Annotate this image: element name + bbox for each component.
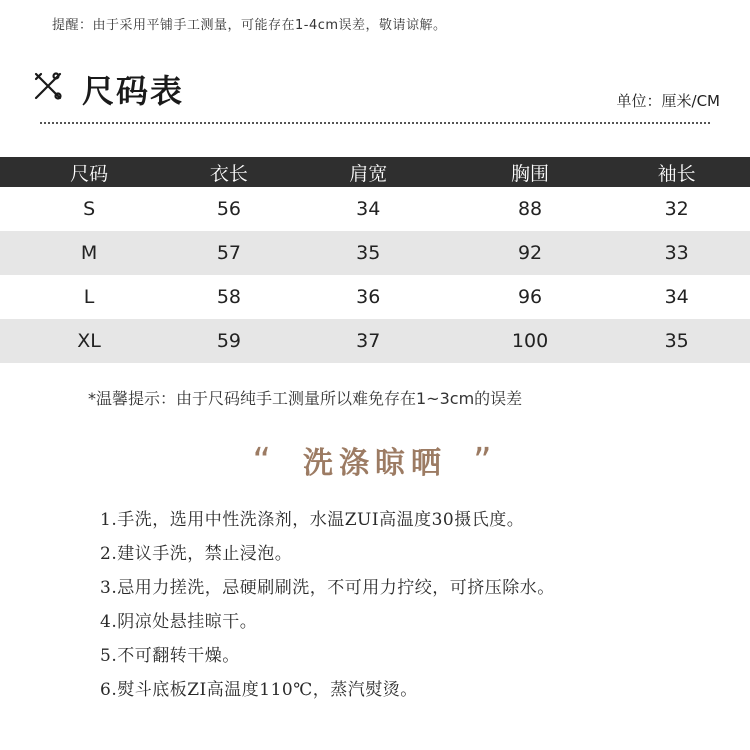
care-heading bbox=[0, 438, 750, 482]
table-cell: 37 bbox=[356, 330, 381, 352]
table-cell: 56 bbox=[216, 198, 242, 220]
table-row bbox=[0, 187, 750, 231]
table-cell: 35 bbox=[664, 330, 689, 352]
measurement-notice: 提醒：由于采用平铺手工测量，可能存在1-4cm误差，敬请谅解。 bbox=[52, 18, 447, 33]
table-cell: 88 bbox=[517, 198, 543, 220]
table-row bbox=[0, 275, 750, 319]
close-quote: ” bbox=[473, 441, 498, 482]
size-table bbox=[0, 157, 750, 363]
header-size: 尺码 bbox=[70, 162, 109, 185]
table-row bbox=[0, 319, 750, 363]
table-cell: M bbox=[80, 242, 98, 264]
measurement-tip: *温馨提示：由于尺码纯手工测量所以难免存在1~3cm的误差 bbox=[88, 389, 523, 408]
header-sleeve: 袖长 bbox=[657, 162, 696, 185]
table-cell: 33 bbox=[664, 242, 689, 264]
table-cell: 36 bbox=[356, 286, 381, 308]
care-heading-text: 洗涤晾晒 bbox=[303, 446, 447, 481]
list-item: 6.熨斗底板ZI高温度110℃，蒸汽熨烫。 bbox=[100, 680, 418, 700]
dotted-divider bbox=[40, 122, 710, 124]
table-cell: 96 bbox=[517, 286, 543, 308]
header-length: 衣长 bbox=[209, 162, 248, 185]
table-cell: S bbox=[83, 198, 96, 220]
list-item: 1.手洗，选用中性洗涤剂，水温ZUI高温度30摄氏度。 bbox=[100, 510, 525, 530]
list-item: 5.不可翻转干燥。 bbox=[100, 646, 240, 666]
care-instructions-list bbox=[100, 506, 555, 710]
table-row bbox=[0, 231, 750, 275]
table-header-row bbox=[0, 157, 750, 187]
table-cell: 57 bbox=[216, 242, 242, 264]
table-cell: 32 bbox=[664, 198, 689, 220]
table-cell: 59 bbox=[216, 330, 242, 352]
table-cell: 34 bbox=[664, 286, 689, 308]
table-cell: 92 bbox=[517, 242, 543, 264]
page-title: 尺码表 bbox=[82, 72, 185, 110]
list-item: 3.忌用力搓洗，忌硬刷刷洗，不可用力拧绞，可挤压除水。 bbox=[100, 578, 555, 598]
list-item: 4.阴凉处悬挂晾干。 bbox=[100, 612, 258, 632]
header-shoulder: 肩宽 bbox=[349, 162, 388, 185]
table-cell: 100 bbox=[511, 330, 549, 352]
table-cell: 35 bbox=[356, 242, 381, 264]
table-cell: L bbox=[83, 286, 95, 308]
header-chest: 胸围 bbox=[511, 162, 550, 185]
ruler-scissors-cross-icon bbox=[32, 70, 64, 102]
table-cell: 58 bbox=[216, 286, 242, 308]
open-quote: “ bbox=[252, 441, 277, 482]
table-cell: XL bbox=[77, 330, 101, 352]
table-cell: 34 bbox=[356, 198, 381, 220]
unit-label: 单位：厘米/CM bbox=[616, 92, 720, 110]
list-item: 2.建议手洗，禁止浸泡。 bbox=[100, 544, 293, 564]
